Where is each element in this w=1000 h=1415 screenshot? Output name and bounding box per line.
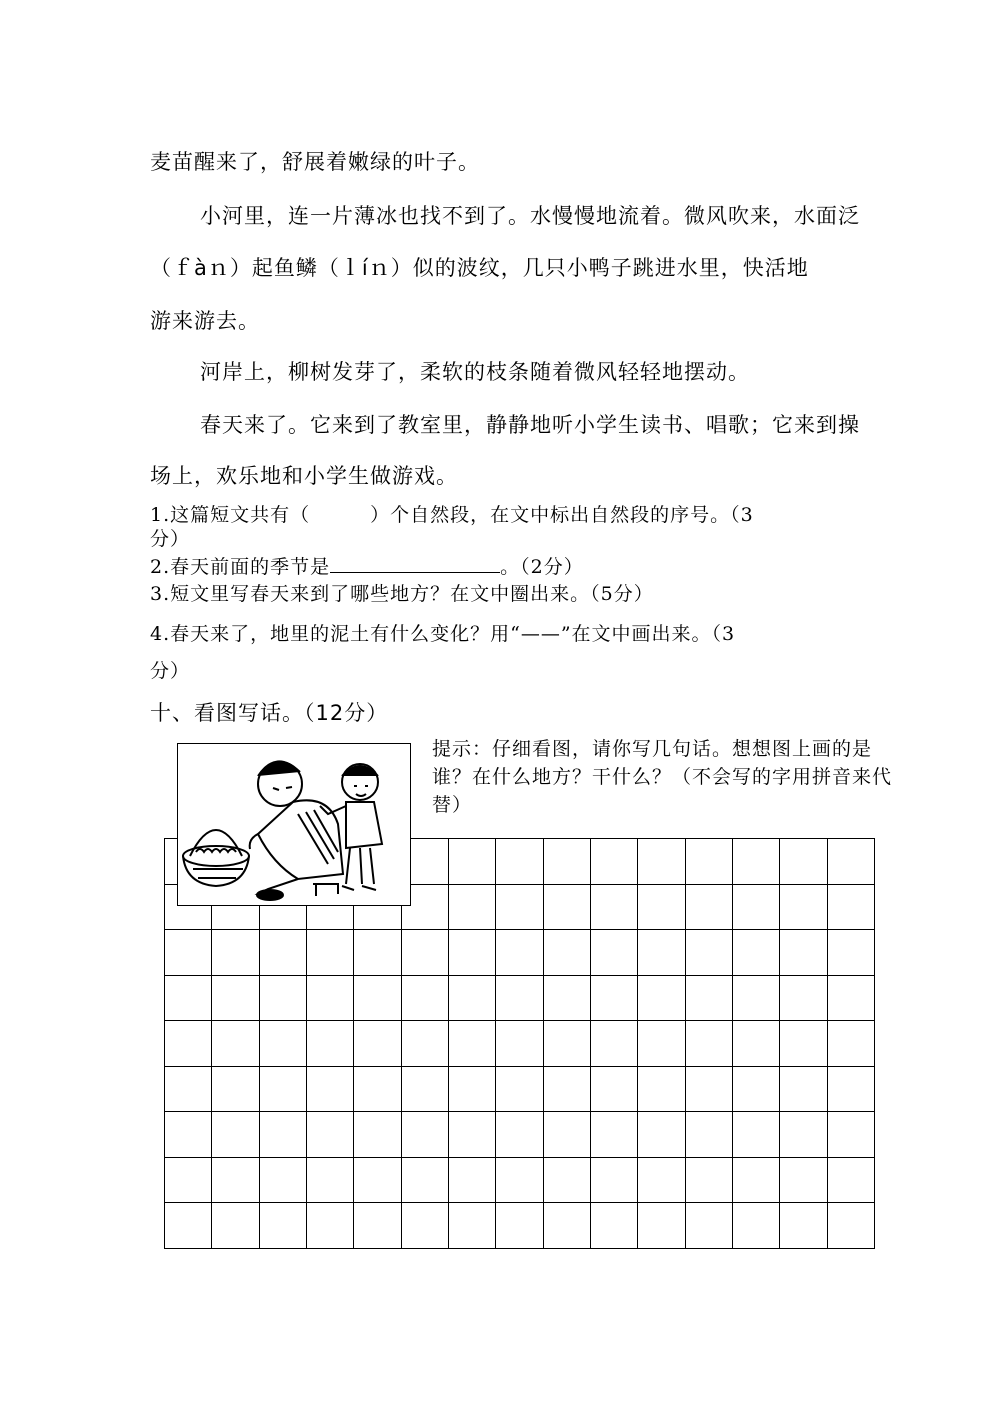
grid-cell[interactable] — [306, 1020, 353, 1066]
grid-cell[interactable] — [590, 1202, 637, 1248]
question-1-text-a: 1.这篇短文共有（ — [150, 504, 311, 526]
grid-cell[interactable] — [827, 975, 874, 1021]
grid-cell[interactable] — [685, 1202, 732, 1248]
grid-cell[interactable] — [590, 1157, 637, 1203]
basket-icon — [183, 830, 249, 886]
question-4: 4.春天来了，地里的泥土有什么变化？用“——”在文中画出来。（3 — [150, 623, 736, 645]
grid-cell[interactable] — [543, 838, 590, 884]
grid-cell[interactable] — [827, 1111, 874, 1157]
grid-cell[interactable] — [306, 1157, 353, 1203]
grid-cell[interactable] — [164, 1157, 211, 1203]
passage-line-2: 小河里，连一片薄冰也找不到了。水慢慢地流着。微风吹来，水面泛 — [200, 204, 860, 228]
grid-cell[interactable] — [637, 975, 684, 1021]
grid-cell[interactable] — [543, 1111, 590, 1157]
grid-cell[interactable] — [543, 975, 590, 1021]
grid-cell[interactable] — [732, 1020, 779, 1066]
grid-cell[interactable] — [827, 838, 874, 884]
child-figure-icon — [320, 764, 382, 890]
grid-cell[interactable] — [543, 1202, 590, 1248]
grid-cell[interactable] — [637, 929, 684, 975]
grid-cell[interactable] — [685, 929, 732, 975]
grid-cell[interactable] — [495, 838, 542, 884]
illustration-picture — [177, 743, 411, 906]
grid-cell[interactable] — [732, 975, 779, 1021]
grid-cell[interactable] — [448, 975, 495, 1021]
writing-hint: 提示：仔细看图，请你写几句话。想想图上画的是谁？在什么地方？干什么？（不会写的字用拼音来代替） — [432, 738, 893, 816]
grid-cell[interactable] — [543, 884, 590, 930]
grid-cell[interactable] — [401, 1066, 448, 1112]
grid-cell[interactable] — [306, 975, 353, 1021]
grid-cell[interactable] — [353, 1111, 400, 1157]
grid-cell[interactable] — [401, 1111, 448, 1157]
question-1-cont: 分） — [150, 528, 191, 550]
grid-cell[interactable] — [779, 1066, 826, 1112]
grid-cell[interactable] — [732, 1202, 779, 1248]
grid-cell[interactable] — [448, 1020, 495, 1066]
grid-cell[interactable] — [353, 1202, 400, 1248]
grid-cell[interactable] — [306, 1066, 353, 1112]
grid-cell[interactable] — [495, 1157, 542, 1203]
grid-cell[interactable] — [827, 1066, 874, 1112]
grid-cell[interactable] — [448, 1202, 495, 1248]
grid-cell[interactable] — [259, 1111, 306, 1157]
grid-cell[interactable] — [448, 884, 495, 930]
grid-cell[interactable] — [306, 1202, 353, 1248]
grid-cell[interactable] — [685, 975, 732, 1021]
grid-cell[interactable] — [637, 838, 684, 884]
grid-cell[interactable] — [543, 1020, 590, 1066]
grid-cell[interactable] — [685, 1111, 732, 1157]
grid-cell[interactable] — [495, 1020, 542, 1066]
grid-cell[interactable] — [259, 929, 306, 975]
grid-cell[interactable] — [495, 929, 542, 975]
grid-cell[interactable] — [495, 884, 542, 930]
passage-line-4: 游来游去。 — [150, 309, 260, 333]
grid-cell[interactable] — [448, 1111, 495, 1157]
grid-cell[interactable] — [164, 1020, 211, 1066]
grid-cell[interactable] — [637, 1020, 684, 1066]
grid-cell[interactable] — [827, 1202, 874, 1248]
question-2-text-a: 2.春天前面的季节是 — [150, 556, 331, 578]
grid-cell[interactable] — [259, 975, 306, 1021]
grid-cell[interactable] — [827, 929, 874, 975]
grid-cell[interactable] — [495, 1202, 542, 1248]
grid-cell[interactable] — [164, 975, 211, 1021]
grid-cell[interactable] — [164, 1111, 211, 1157]
answer-blank-2[interactable] — [330, 554, 500, 573]
grid-cell[interactable] — [259, 1157, 306, 1203]
grid-cell[interactable] — [259, 1066, 306, 1112]
grid-cell[interactable] — [779, 1157, 826, 1203]
grid-cell[interactable] — [732, 1111, 779, 1157]
grid-cell[interactable] — [732, 884, 779, 930]
grid-cell[interactable] — [779, 1202, 826, 1248]
grid-cell[interactable] — [827, 1020, 874, 1066]
grid-cell[interactable] — [495, 975, 542, 1021]
grid-cell[interactable] — [779, 975, 826, 1021]
question-1 — [150, 500, 754, 527]
grid-cell[interactable] — [211, 1020, 258, 1066]
grid-cell[interactable] — [448, 838, 495, 884]
grid-cell[interactable] — [448, 929, 495, 975]
grid-cell[interactable] — [827, 1157, 874, 1203]
grid-cell[interactable] — [543, 1066, 590, 1112]
grid-cell[interactable] — [590, 975, 637, 1021]
grid-cell[interactable] — [590, 884, 637, 930]
grid-cell[interactable] — [637, 1157, 684, 1203]
grid-cell[interactable] — [353, 975, 400, 1021]
grid-cell[interactable] — [685, 1066, 732, 1112]
grid-cell[interactable] — [590, 929, 637, 975]
grid-cell[interactable] — [448, 1066, 495, 1112]
passage-line-7: 场上，欢乐地和小学生做游戏。 — [150, 464, 458, 488]
grid-cell[interactable] — [732, 1066, 779, 1112]
grid-cell[interactable] — [637, 1111, 684, 1157]
question-1-text-b: ）个自然段，在文中标出自然段的序号。（3 — [370, 504, 754, 526]
grid-cell[interactable] — [401, 929, 448, 975]
grid-cell[interactable] — [590, 1020, 637, 1066]
grid-cell[interactable] — [732, 838, 779, 884]
section-ten-title: 十、看图写话。（12分） — [150, 701, 389, 725]
passage-line-3: （ｆàｎ）起鱼鳞（ｌíｎ）似的波纹，几只小鸭子跳进水里，快活地 — [150, 256, 809, 280]
grid-cell[interactable] — [543, 1157, 590, 1203]
grid-cell[interactable] — [827, 884, 874, 930]
question-3: 3.短文里写春天来到了哪些地方？在文中圈出来。（5分） — [150, 583, 654, 605]
question-2 — [150, 552, 584, 579]
grid-cell[interactable] — [353, 1157, 400, 1203]
grid-cell[interactable] — [637, 1066, 684, 1112]
grid-cell[interactable] — [401, 1157, 448, 1203]
grid-cell[interactable] — [685, 1020, 732, 1066]
grid-cell[interactable] — [685, 1157, 732, 1203]
grid-cell[interactable] — [685, 838, 732, 884]
grid-cell[interactable] — [495, 1111, 542, 1157]
grid-cell[interactable] — [448, 1157, 495, 1203]
grid-cell[interactable] — [779, 884, 826, 930]
grid-cell[interactable] — [495, 1066, 542, 1112]
grid-cell[interactable] — [779, 838, 826, 884]
grandma-figure-icon — [250, 761, 343, 900]
grid-cell[interactable] — [259, 1020, 306, 1066]
question-2-text-b: 。（2分） — [500, 556, 584, 578]
grid-cell[interactable] — [211, 1157, 258, 1203]
grid-cell[interactable] — [211, 1066, 258, 1112]
grid-cell[interactable] — [211, 975, 258, 1021]
grid-cell[interactable] — [401, 1020, 448, 1066]
grid-cell[interactable] — [353, 1066, 400, 1112]
passage-line-1: 麦苗醒来了，舒展着嫩绿的叶子。 — [150, 150, 480, 174]
grid-cell[interactable] — [590, 838, 637, 884]
grid-cell[interactable] — [732, 929, 779, 975]
grid-cell[interactable] — [779, 1111, 826, 1157]
grid-cell[interactable] — [543, 929, 590, 975]
grid-cell[interactable] — [164, 1066, 211, 1112]
grid-cell[interactable] — [259, 1202, 306, 1248]
grid-cell[interactable] — [211, 1111, 258, 1157]
grid-cell[interactable] — [164, 929, 211, 975]
grid-cell[interactable] — [732, 1157, 779, 1203]
question-4-cont: 分） — [150, 660, 191, 682]
grid-cell[interactable] — [353, 1020, 400, 1066]
grid-cell[interactable] — [401, 1202, 448, 1248]
grid-cell[interactable] — [306, 1111, 353, 1157]
grid-cell[interactable] — [637, 1202, 684, 1248]
grid-cell[interactable] — [590, 1111, 637, 1157]
passage-line-6: 春天来了。它来到了教室里，静静地听小学生读书、唱歌；它来到操 — [200, 413, 860, 437]
passage-line-5: 河岸上，柳树发芽了，柔软的枝条随着微风轻轻地摆动。 — [200, 360, 750, 384]
grid-cell[interactable] — [306, 929, 353, 975]
grid-cell[interactable] — [211, 929, 258, 975]
grid-cell[interactable] — [779, 929, 826, 975]
grid-cell[interactable] — [637, 884, 684, 930]
grid-cell[interactable] — [211, 1202, 258, 1248]
grid-cell[interactable] — [401, 975, 448, 1021]
grid-cell[interactable] — [685, 884, 732, 930]
grid-cell[interactable] — [353, 929, 400, 975]
grid-cell[interactable] — [164, 1202, 211, 1248]
grid-cell[interactable] — [590, 1066, 637, 1112]
grid-cell[interactable] — [779, 1020, 826, 1066]
